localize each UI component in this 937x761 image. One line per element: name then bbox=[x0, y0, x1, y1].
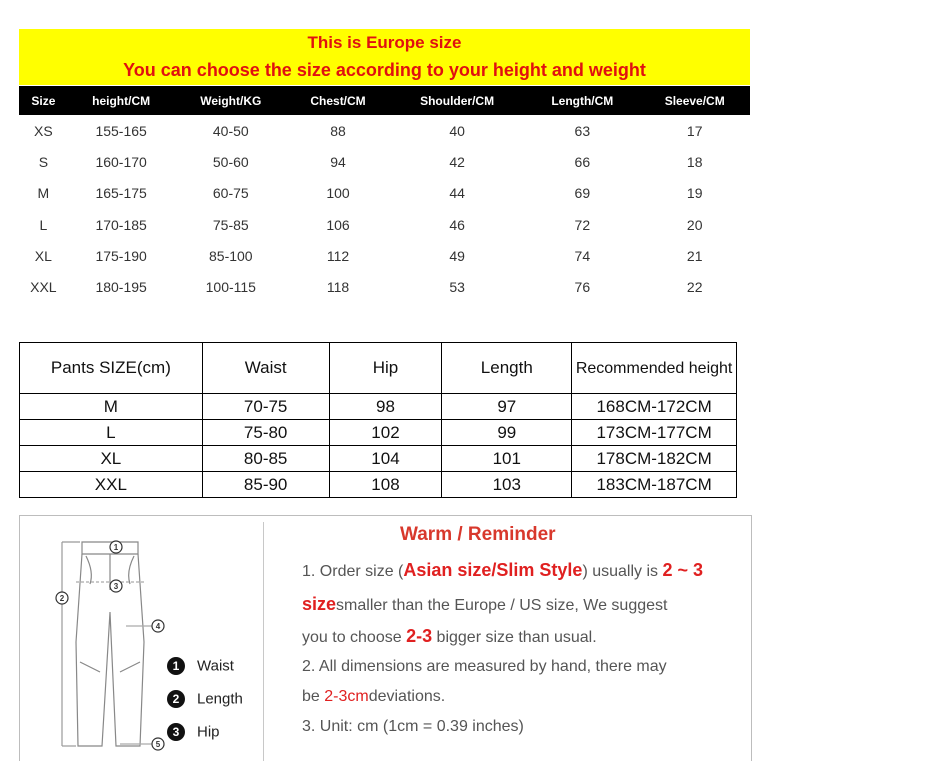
table-cell: 103 bbox=[442, 472, 572, 498]
column-header: Sleeve/CM bbox=[639, 86, 750, 115]
table-cell: 102 bbox=[329, 420, 442, 446]
table-cell: 108 bbox=[329, 472, 442, 498]
table-cell: XL bbox=[20, 446, 203, 472]
table-cell: 99 bbox=[442, 420, 572, 446]
table-cell: 170-185 bbox=[95, 216, 147, 233]
table-cell: 104 bbox=[329, 446, 442, 472]
column-header: Length/CM bbox=[525, 86, 639, 115]
table-row bbox=[19, 240, 750, 271]
reminder-line-1: 1. Order size (Asian size/Slim Style) usually is 2 ~ 3 bbox=[302, 560, 704, 580]
table-cell: 112 bbox=[326, 247, 350, 264]
size-range-highlight: 2 ~ 3 bbox=[662, 560, 704, 580]
table-cell: XXL bbox=[30, 279, 57, 296]
table-cell: M bbox=[37, 185, 50, 202]
number-3-icon: 3 bbox=[167, 723, 185, 741]
table-row bbox=[20, 446, 737, 472]
table-cell: 106 bbox=[326, 216, 350, 233]
table-cell: 44 bbox=[449, 185, 465, 202]
legend-label: Hip bbox=[197, 723, 220, 741]
table-cell: 20 bbox=[686, 216, 703, 233]
table-cell: 155-165 bbox=[95, 122, 147, 139]
table-header-row bbox=[19, 86, 750, 115]
asian-size-highlight: Asian size/Slim Style bbox=[403, 560, 583, 580]
pants-measurement-diagram bbox=[40, 522, 180, 756]
table-cell: XS bbox=[34, 122, 53, 139]
table-cell: 40-50 bbox=[212, 122, 249, 139]
reminder-line-6: 3. Unit: cm (1cm = 0.39 inches) bbox=[302, 718, 524, 735]
table-cell: 70-75 bbox=[202, 394, 329, 420]
table-cell: XL bbox=[34, 247, 52, 264]
banner-subtitle: You can choose the size according to your height and weight bbox=[123, 60, 646, 80]
number-1-icon: 1 bbox=[167, 657, 185, 675]
legend-item-waist bbox=[167, 657, 234, 675]
table-row bbox=[19, 115, 750, 146]
table-cell: 53 bbox=[449, 279, 465, 296]
shirt-size-table bbox=[19, 86, 750, 303]
table-cell: 165-175 bbox=[95, 185, 147, 202]
reminder-panel bbox=[19, 515, 752, 761]
table-cell: 72 bbox=[574, 216, 591, 233]
table-cell: 69 bbox=[574, 185, 591, 202]
table-cell: 118 bbox=[326, 279, 350, 296]
table-cell: 66 bbox=[574, 153, 591, 170]
column-header: Size bbox=[19, 86, 68, 115]
table-cell: 40 bbox=[449, 122, 465, 139]
table-cell: L bbox=[39, 216, 48, 233]
table-cell: L bbox=[20, 420, 203, 446]
table-row bbox=[19, 271, 750, 302]
table-cell: M bbox=[20, 394, 203, 420]
table-header-row bbox=[20, 343, 737, 394]
svg-text:3: 3 bbox=[113, 582, 119, 591]
svg-text:2: 2 bbox=[59, 594, 65, 603]
table-row bbox=[20, 420, 737, 446]
svg-text:4: 4 bbox=[155, 622, 161, 631]
table-cell: 21 bbox=[686, 247, 703, 264]
column-header: Weight/KG bbox=[175, 86, 288, 115]
table-cell: 183CM-187CM bbox=[572, 472, 737, 498]
reminder-line-4: 2. All dimensions are measured by hand, there may bbox=[302, 658, 667, 675]
reminder-line-3: you to choose 2-3 bigger size than usual. bbox=[302, 626, 597, 646]
table-cell: 94 bbox=[330, 153, 346, 170]
europe-size-banner bbox=[19, 29, 750, 85]
table-cell: 97 bbox=[442, 394, 572, 420]
column-header: height/CM bbox=[68, 86, 175, 115]
table-cell: 42 bbox=[449, 153, 465, 170]
table-cell: 101 bbox=[442, 446, 572, 472]
table-cell: 19 bbox=[686, 185, 703, 202]
table-cell: 100-115 bbox=[205, 279, 256, 296]
table-cell: 175-190 bbox=[95, 247, 147, 264]
table-cell: 74 bbox=[574, 247, 591, 264]
table-cell: 22 bbox=[686, 279, 703, 296]
banner-title: This is Europe size bbox=[307, 33, 462, 52]
number-2-icon: 2 bbox=[167, 690, 185, 708]
panel-divider bbox=[263, 522, 264, 761]
table-cell: 18 bbox=[686, 153, 703, 170]
legend-label: Waist bbox=[197, 657, 234, 675]
reminder-line-5: be 2-3cmdeviations. bbox=[302, 688, 446, 705]
table-row bbox=[20, 472, 737, 498]
table-cell: 60-75 bbox=[212, 185, 249, 202]
table-row bbox=[19, 209, 750, 240]
reminder-line-2: sizesmaller than the Europe / US size, We suggest bbox=[302, 594, 668, 614]
svg-text:1: 1 bbox=[113, 543, 119, 552]
table-cell: 173CM-177CM bbox=[572, 420, 737, 446]
column-header: Shoulder/CM bbox=[389, 86, 525, 115]
table-cell: 85-90 bbox=[202, 472, 329, 498]
table-cell: 76 bbox=[574, 279, 591, 296]
legend-item-length bbox=[167, 690, 243, 708]
table-cell: 75-85 bbox=[212, 216, 249, 233]
table-cell: 88 bbox=[330, 122, 346, 139]
column-header: Chest/CM bbox=[287, 86, 389, 115]
svg-text:5: 5 bbox=[155, 740, 161, 749]
table-cell: 180-195 bbox=[95, 279, 147, 296]
table-cell: 80-85 bbox=[202, 446, 329, 472]
column-header: Pants SIZE(cm) bbox=[20, 343, 203, 394]
table-row bbox=[20, 394, 737, 420]
table-row bbox=[19, 178, 750, 209]
table-cell: 85-100 bbox=[209, 247, 253, 264]
table-cell: 63 bbox=[574, 122, 591, 139]
table-cell: S bbox=[38, 153, 49, 170]
table-cell: 100 bbox=[326, 185, 350, 202]
legend-item-hip bbox=[167, 723, 220, 741]
table-cell: 98 bbox=[329, 394, 442, 420]
table-cell: XXL bbox=[20, 472, 203, 498]
legend-label: Length bbox=[197, 690, 243, 708]
table-cell: 168CM-172CM bbox=[572, 394, 737, 420]
column-header: Length bbox=[442, 343, 572, 394]
table-cell: 75-80 bbox=[202, 420, 329, 446]
table-cell: 46 bbox=[449, 216, 465, 233]
column-header: Recommended height bbox=[572, 343, 737, 394]
table-cell: 49 bbox=[449, 247, 465, 264]
table-row bbox=[19, 146, 750, 177]
table-cell: 160-170 bbox=[95, 153, 147, 170]
table-cell: 50-60 bbox=[212, 153, 249, 170]
column-header: Hip bbox=[329, 343, 442, 394]
pants-size-table bbox=[19, 342, 737, 498]
table-cell: 178CM-182CM bbox=[572, 446, 737, 472]
table-cell: 17 bbox=[686, 122, 703, 139]
reminder-title: Warm / Reminder bbox=[400, 524, 556, 545]
column-header: Waist bbox=[202, 343, 329, 394]
